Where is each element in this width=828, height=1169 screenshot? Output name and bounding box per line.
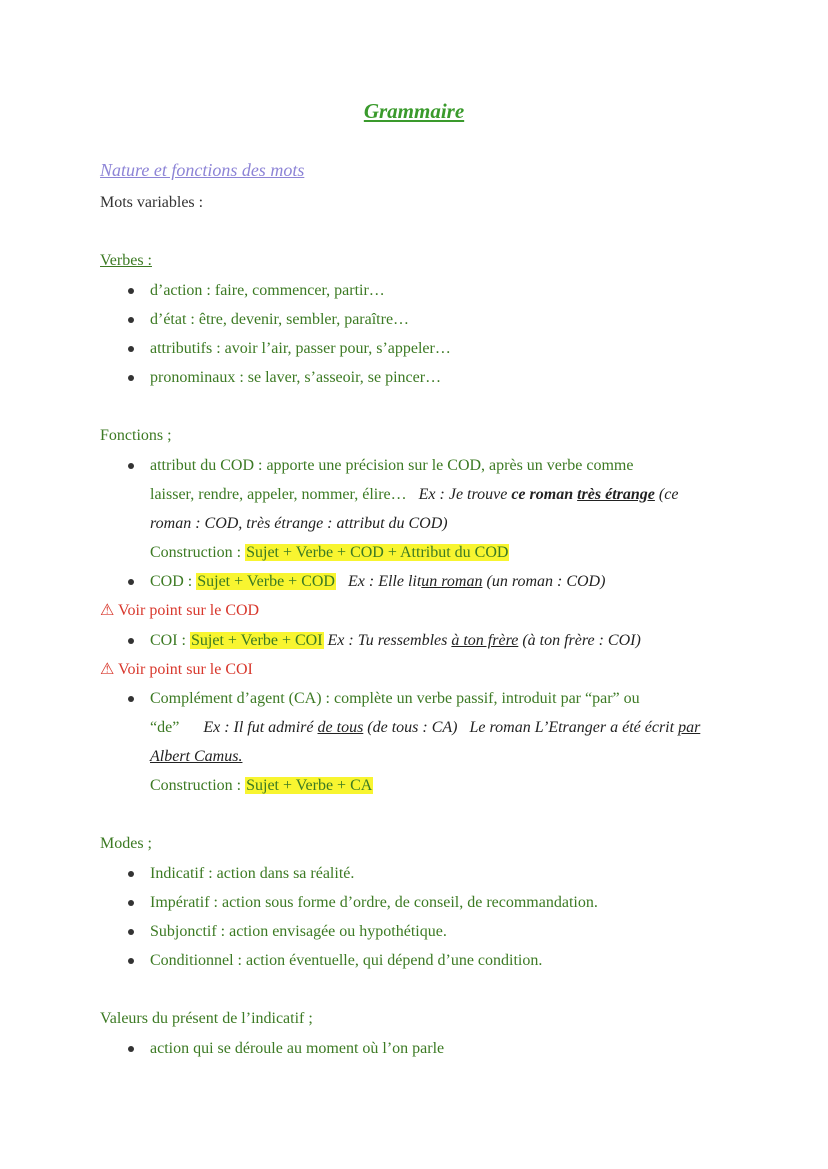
ca-de: “de”	[150, 719, 180, 736]
list-item: attributifs : avoir l’air, passer pour, s’appeler…	[150, 340, 451, 357]
list-item: pronominaux : se laver, s’asseoir, se pincer…	[150, 369, 442, 386]
cod-label: COD :	[150, 573, 193, 590]
example-bold-underline: très étrange	[577, 486, 655, 503]
coi-label: COI :	[150, 632, 186, 649]
warning-coi: ⚠ Voir point sur le COI	[100, 661, 253, 678]
bullet	[128, 317, 134, 323]
construction-label: Construction :	[150, 777, 242, 794]
bullet	[128, 375, 134, 381]
coi-formula: Sujet + Verbe + COI	[191, 632, 323, 649]
example-paren: (à ton frère : COI)	[522, 632, 641, 649]
example-paren: (de tous : CA)	[367, 719, 458, 736]
verbes-heading: Verbes :	[100, 252, 152, 269]
construction-formula: Sujet + Verbe + CA	[246, 777, 373, 794]
example-underline: à ton frère	[451, 632, 519, 649]
bullet	[128, 929, 134, 935]
bullet	[128, 958, 134, 964]
ca-line-2	[150, 717, 700, 739]
attribut-verbs: laisser, rendre, appeler, nommer, élire…	[150, 486, 407, 503]
bullet	[128, 900, 134, 906]
page-title: Grammaire	[363, 99, 465, 123]
list-item: action qui se déroule au moment où l’on parle	[150, 1040, 445, 1057]
ca-construction	[150, 775, 373, 797]
cod-formula: Sujet + Verbe + COD	[197, 573, 335, 590]
example-underline: de tous	[317, 719, 364, 736]
example-bold: ce roman	[511, 486, 574, 503]
list-item: Impératif : action sous forme d’ordre, de conseil, de recommandation.	[150, 894, 598, 911]
construction-label: Construction :	[150, 544, 242, 561]
ca-line-1: Complément d’agent (CA) : complète un verbe passif, introduit par “par” ou	[150, 690, 640, 707]
list-item: Subjonctif : action envisagée ou hypothétique.	[150, 923, 447, 940]
bullet	[128, 288, 134, 294]
bullet	[128, 346, 134, 352]
list-item: Conditionnel : action éventuelle, qui dépend d’une condition.	[150, 952, 543, 969]
fonctions-heading: Fonctions ;	[100, 427, 172, 444]
bullet	[128, 638, 134, 644]
present-heading: Valeurs du présent de l’indicatif ;	[100, 1010, 313, 1027]
bullet	[128, 579, 134, 585]
bullet	[128, 1046, 134, 1052]
example-paren: (ce	[658, 486, 679, 503]
ca-line-3: Albert Camus.	[150, 748, 243, 765]
example-text-2: Le roman L’Etranger a été écrit	[469, 719, 675, 736]
cod-line	[150, 571, 605, 593]
attribut-construction	[150, 542, 509, 564]
section-link[interactable]: Nature et fonctions des mots	[100, 160, 305, 180]
bullet	[128, 871, 134, 877]
warning-cod: ⚠ Voir point sur le COD	[100, 602, 260, 619]
example-text: Ex : Tu ressembles	[327, 632, 448, 649]
example-paren: (un roman : COD)	[486, 573, 606, 590]
list-item: Indicatif : action dans sa réalité.	[150, 865, 355, 882]
list-item: d’action : faire, commencer, partir…	[150, 282, 385, 299]
mots-variables-label: Mots variables :	[100, 194, 204, 211]
list-item: d’état : être, devenir, sembler, paraître…	[150, 311, 410, 328]
attribut-line-3: roman : COD, très étrange : attribut du COD)	[150, 515, 448, 532]
example-text: Ex : Je trouve	[418, 486, 508, 503]
attribut-line-1: attribut du COD : apporte une précision sur le COD, après un verbe comme	[150, 457, 634, 474]
attribut-line-2	[150, 484, 678, 506]
modes-heading: Modes ;	[100, 835, 152, 852]
construction-formula: Sujet + Verbe + COD + Attribut du COD	[246, 544, 509, 561]
example-underline: un roman	[421, 573, 483, 590]
bullet	[128, 463, 134, 469]
coi-line	[150, 630, 641, 652]
example-text: Ex : Il fut admiré	[203, 719, 314, 736]
example-text: Ex : Elle lit	[347, 573, 422, 590]
example-underline-2: par	[678, 719, 701, 736]
bullet	[128, 696, 134, 702]
